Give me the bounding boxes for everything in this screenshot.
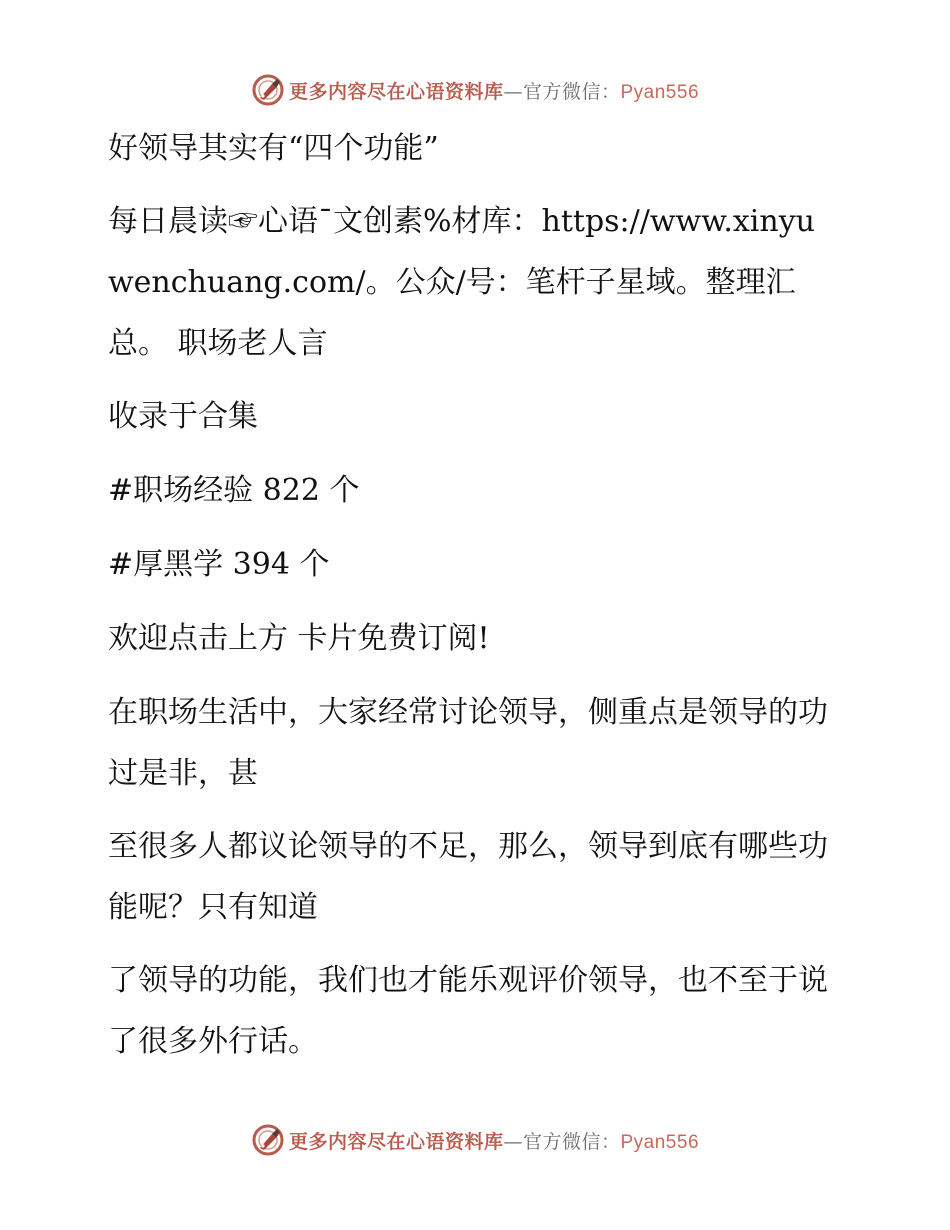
pen-nib-circle-icon bbox=[251, 1123, 285, 1157]
pen-nib-circle-icon bbox=[251, 73, 285, 107]
watermark-text bbox=[289, 77, 699, 104]
watermark-banner-top bbox=[0, 70, 950, 110]
body-paragraph-1: 在职场生活中，大家经常讨论领导，侧重点是领导的功过是非，甚 bbox=[108, 695, 828, 791]
watermark-text bbox=[289, 1127, 699, 1154]
document-title: 好领导其实有“四个功能” bbox=[108, 131, 439, 166]
watermark-dash: — bbox=[503, 1130, 523, 1153]
tag-workplace-experience: #职场经验 822 个 bbox=[108, 473, 360, 508]
watermark-dash: — bbox=[503, 80, 523, 103]
welcome-line: 欢迎点击上方 卡片免费订阅! bbox=[108, 621, 490, 656]
watermark-wechat-id: Pyan556 bbox=[620, 81, 700, 103]
watermark-brand: 更多内容尽在心语资料库 bbox=[288, 1130, 504, 1153]
document-body bbox=[97, 118, 837, 1072]
collection-label: 收录于合集 bbox=[108, 399, 258, 434]
intro-paragraph: 每日晨读☞心语¯文创素%材库：https://www.xinyuwenchuang.com/。公众/号：笔杆子星域。整理汇总。 职场老人言 bbox=[108, 204, 815, 361]
watermark-official-label: 官方微信： bbox=[522, 80, 621, 103]
body-paragraph-3: 了领导的功能，我们也才能乐观评价领导，也不至于说了很多外行话。 bbox=[108, 963, 828, 1059]
watermark-official-label: 官方微信： bbox=[522, 1130, 621, 1153]
watermark-wechat-id: Pyan556 bbox=[620, 1131, 700, 1153]
body-paragraph-2: 至很多人都议论领导的不足，那么，领导到底有哪些功能呢？只有知道 bbox=[108, 829, 828, 925]
watermark-banner-bottom bbox=[0, 1120, 950, 1160]
watermark-brand: 更多内容尽在心语资料库 bbox=[288, 80, 504, 103]
tag-thick-black: #厚黑学 394 个 bbox=[108, 547, 330, 582]
